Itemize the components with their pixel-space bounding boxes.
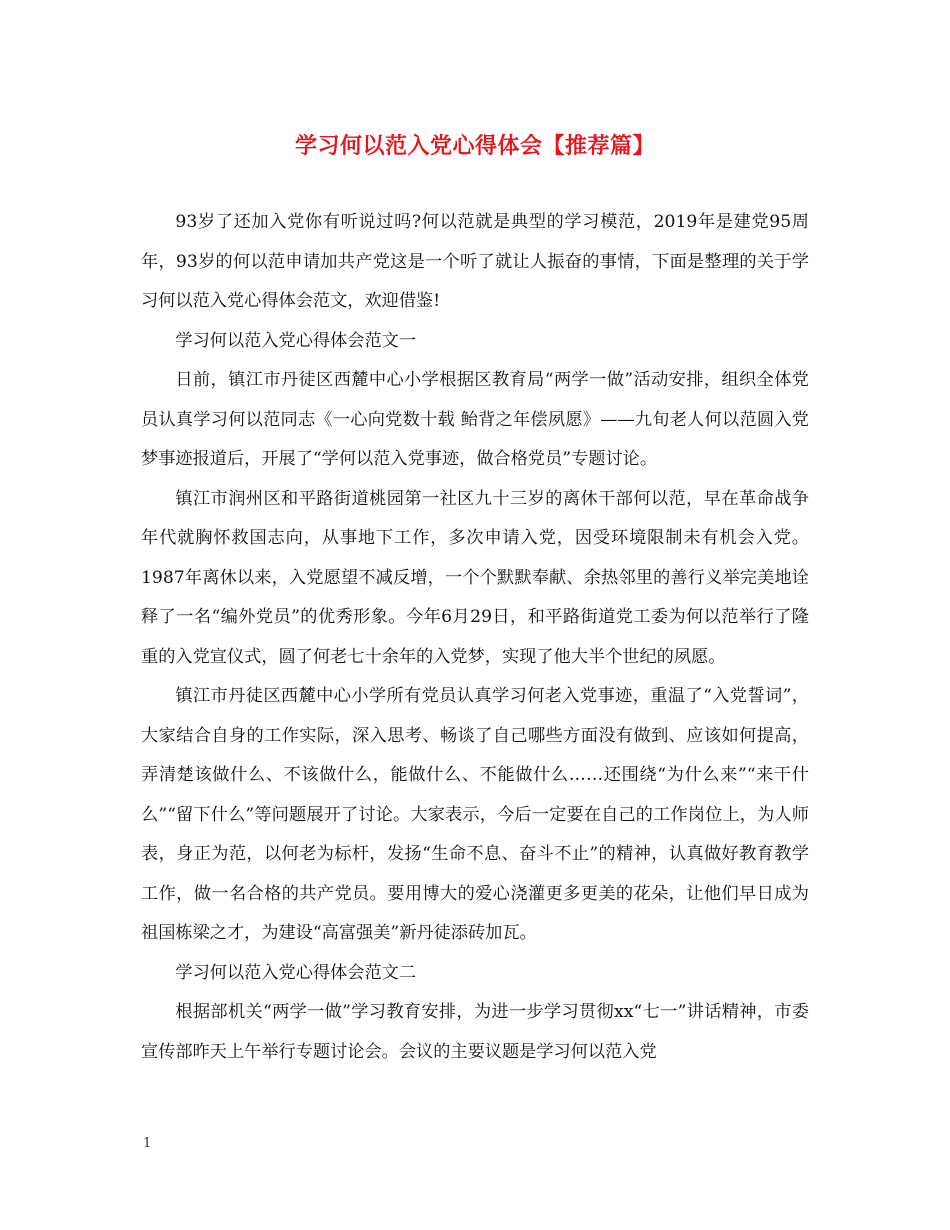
- section-heading-2: 学习何以范入党心得体会范文二: [175, 962, 417, 983]
- body-paragraph: 镇江市丹徒区西麓中心小学所有党员认真学习何老入党事迹，重温了“入党誓词”，大家结合自身的工作实际，深入思考、畅谈了自己哪些方面没有做到、应该如何提高，弄清楚该做什么、不该做什么，能做什么、不能做什么……还围绕“为什么来”“来干什么”“留下什么”等问题展开了讨论。大家表示，今后一定要在自己的工作岗位上，为人师表，身正为范，以何老为标杆，发扬“生命不息、奋斗不止”的精神，认真做好教育教学工作，做一名合格的共产党员。要用博大的爱心浇灌更多更美的花朵，让他们早日成为祖国栋梁之才，为建设“高富强美”新丹徒添砖加瓦。: [141, 686, 809, 943]
- body-paragraph: 镇江市润州区和平路街道桃园第一社区九十三岁的离休干部何以范，早在革命战争年代就胸怀救国志向，从事地下工作，多次申请入党，因受环境限制未有机会入党。1987年离休以来，入党愿望不减反增，一个个默默奉献、余热邻里的善行义举完美地诠释了一名“编外党员”的优秀形象。今年6月29日，和平路街道党工委为何以范举行了隆重的入党宣仪式，圆了何老七十余年的入党梦，实现了他大半个世纪的夙愿。: [141, 488, 809, 667]
- document-title: 学习何以范入党心得体会【推荐篇】: [294, 133, 655, 159]
- body-paragraph: 日前，镇江市丹徒区西麓中心小学根据区教育局“两学一做”活动安排，组织全体党员认真学习何以范同志《一心向党数十载 鲐背之年偿夙愿》——九旬老人何以范圆入党梦事迹报道后，开展了“学何以范入党事迹，做合格党员”专题讨论。: [141, 370, 809, 469]
- document-body: [141, 203, 809, 1072]
- page-number: 1: [143, 1136, 152, 1151]
- body-paragraph: 根据部机关“两学一做”学习教育安排，为进一步学习贯彻xx“七一”讲话精神，市委宣传部昨天上午举行专题讨论会。会议的主要议题是学习何以范入党: [141, 1002, 809, 1062]
- intro-paragraph: 93岁了还加入党你有听说过吗?何以范就是典型的学习模范，2019年是建党95周年，93岁的何以范申请加共产党这是一个听了就让人振奋的事情，下面是整理的关于学习何以范入党心得体会范文，欢迎借鉴!: [141, 212, 809, 311]
- section-heading-1: 学习何以范入党心得体会范文一: [175, 330, 417, 351]
